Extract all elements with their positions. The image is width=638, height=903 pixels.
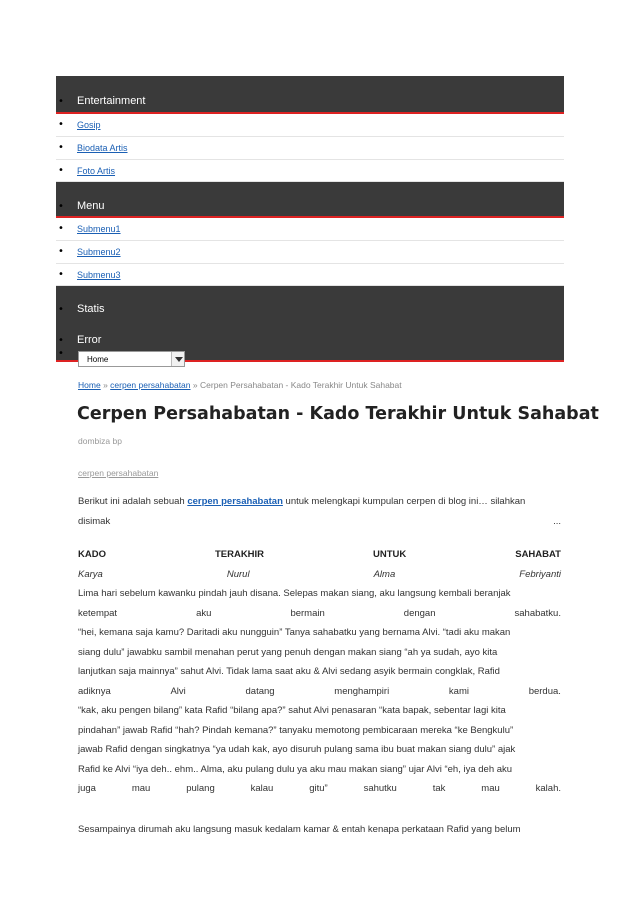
menu-item-submenu3[interactable] xyxy=(56,264,564,286)
select-value: Home xyxy=(87,355,109,364)
intro-ellipsis: ... xyxy=(553,515,561,527)
link-biodata-artis[interactable]: Biodata Artis xyxy=(77,143,128,153)
word: datang xyxy=(245,685,275,697)
word: berdua. xyxy=(528,685,561,697)
byline-word: Karya xyxy=(78,568,103,580)
story-byline xyxy=(78,565,561,585)
word: mau xyxy=(131,783,151,794)
bullet: • xyxy=(58,201,64,212)
post-title: Cerpen Persahabatan - Kado Terakhir Untuk Sahabat xyxy=(77,404,599,424)
heading-word: TERAKHIR xyxy=(214,549,265,560)
bullet: • xyxy=(58,165,64,176)
breadcrumb-separator: » xyxy=(103,380,108,390)
bullet: • xyxy=(58,246,64,257)
word: kalau xyxy=(250,783,274,794)
menu-statis-label[interactable]: Statis xyxy=(77,303,105,315)
story-line: Sesampainya dirumah aku langsung masuk kedalam kamar & entah kenapa perkataan Rafid yang belum xyxy=(78,824,521,835)
breadcrumb xyxy=(78,380,402,390)
link-gosip[interactable]: Gosip xyxy=(77,120,101,130)
story-line-justified xyxy=(78,779,561,799)
intro-line-2 xyxy=(78,512,561,532)
byline-word: Alma xyxy=(373,568,396,580)
post-category-link[interactable]: cerpen persahabatan xyxy=(78,468,159,478)
bullet: • xyxy=(58,96,64,107)
story-line-justified xyxy=(78,604,561,624)
story-line: pindahan” jawab Rafid “hah? Pindah kemana?” tanyaku memotong pembicaraan mereka “ke Bengkulu” xyxy=(78,724,514,736)
link-submenu1[interactable]: Submenu1 xyxy=(77,224,121,234)
bullet: • xyxy=(58,335,64,346)
intro-line-1 xyxy=(78,492,561,512)
intro-text-disimak: disimak xyxy=(78,515,111,527)
story-paragraph-2 xyxy=(78,820,561,840)
menu-item-gosip[interactable] xyxy=(56,114,564,137)
menu-error-label[interactable]: Error xyxy=(77,334,102,346)
word: tak xyxy=(432,783,446,794)
story-line: Rafid ke Alvi “iya deh.. ehm.. Alma, aku pulang dulu ya aku mau makan siang” ujar Alvi “eh, iya deh aku xyxy=(78,763,513,775)
heading-word: UNTUK xyxy=(373,549,407,560)
menu-entertainment-label: Entertainment xyxy=(77,95,146,107)
heading-word: SAHABAT xyxy=(515,549,561,560)
story-line: “kak, aku pengen bilang” kata Rafid “bilang apa?” sahut Alvi penasaran “kata bapak, sebentar lagi kita xyxy=(78,705,506,716)
intro-text-pre: Berikut ini adalah sebuah xyxy=(78,496,185,507)
word: sahabatku. xyxy=(514,607,561,619)
menu-item-submenu1[interactable] xyxy=(56,218,564,241)
story-block xyxy=(78,545,561,799)
bullet: • xyxy=(58,142,64,153)
word: kalah. xyxy=(535,783,561,794)
link-submenu3[interactable]: Submenu3 xyxy=(77,270,121,280)
word: juga xyxy=(78,783,96,794)
story-line-justified xyxy=(78,682,561,702)
story-line: siang dulu” jawabku sambil menahan perut yang penuh dengan makan siang “ah ya sudah, ayo kita xyxy=(78,646,498,658)
story-line: Lima hari sebelum kawanku pindah jauh disana. Selepas makan siang, aku langsung kembali beranjak xyxy=(78,588,511,599)
story-line: “hei, kemana saja kamu? Daritadi aku nungguin” Tanya sahabatku yang bernama Alvi. “tadi aku makan xyxy=(78,627,511,638)
word: adiknya xyxy=(78,685,111,697)
navigation-select[interactable] xyxy=(78,351,185,367)
menu-item-biodata-artis[interactable] xyxy=(56,137,564,160)
intro-keyword-link[interactable]: cerpen persahabatan xyxy=(187,496,283,507)
word: dengan xyxy=(403,607,436,619)
menu-item-foto-artis[interactable] xyxy=(56,160,564,182)
word: gitu” xyxy=(309,783,328,794)
breadcrumb-current: Cerpen Persahabatan - Kado Terakhir Untuk Sahabat xyxy=(200,380,402,390)
menu-menu[interactable] xyxy=(56,182,564,218)
word: ketempat xyxy=(78,607,118,619)
intro-text-post: untuk melengkapi kumpulan cerpen di blog ini… silahkan xyxy=(285,496,526,507)
word: bermain xyxy=(290,607,325,619)
byline-word: Febriyanti xyxy=(519,568,561,580)
navigation-menu xyxy=(56,76,564,362)
bullet: • xyxy=(58,119,64,130)
breadcrumb-home[interactable]: Home xyxy=(78,380,101,390)
heading-word: KADO xyxy=(78,549,106,560)
menu-menu-label: Menu xyxy=(77,200,105,212)
link-submenu2[interactable]: Submenu2 xyxy=(77,247,121,257)
word: Alvi xyxy=(170,685,186,697)
bullet: • xyxy=(58,304,64,315)
link-foto-artis[interactable]: Foto Artis xyxy=(77,166,116,176)
breadcrumb-category[interactable]: cerpen persahabatan xyxy=(110,380,191,390)
bullet: • xyxy=(58,269,64,280)
menu-item-submenu2[interactable] xyxy=(56,241,564,264)
breadcrumb-separator: » xyxy=(192,380,198,390)
byline-word: Nurul xyxy=(226,568,250,580)
word: kami xyxy=(448,685,469,697)
word: menghampiri xyxy=(334,685,390,697)
bullet: • xyxy=(58,223,64,234)
word: pulang xyxy=(186,783,215,794)
word: mau xyxy=(481,783,500,794)
post-intro xyxy=(78,492,561,531)
chevron-down-icon[interactable] xyxy=(171,352,184,366)
bullet: • xyxy=(58,348,64,359)
story-line: jawab Rafid dengan singkatnya “ya udah kak, ayo disuruh pulang sama ibu buat makan siang dulu” ajak xyxy=(78,744,516,755)
word: aku xyxy=(196,607,212,619)
post-author: dombiza bp xyxy=(78,436,122,446)
word: sahutku xyxy=(363,783,397,794)
story-heading xyxy=(78,545,561,565)
menu-entertainment[interactable] xyxy=(56,76,564,114)
story-line: lanjutkan saja mainnya” sahut Alvi. Tidak lama saat aku & Alvi sedang asyik bermain congklak, Rafid xyxy=(78,666,500,677)
